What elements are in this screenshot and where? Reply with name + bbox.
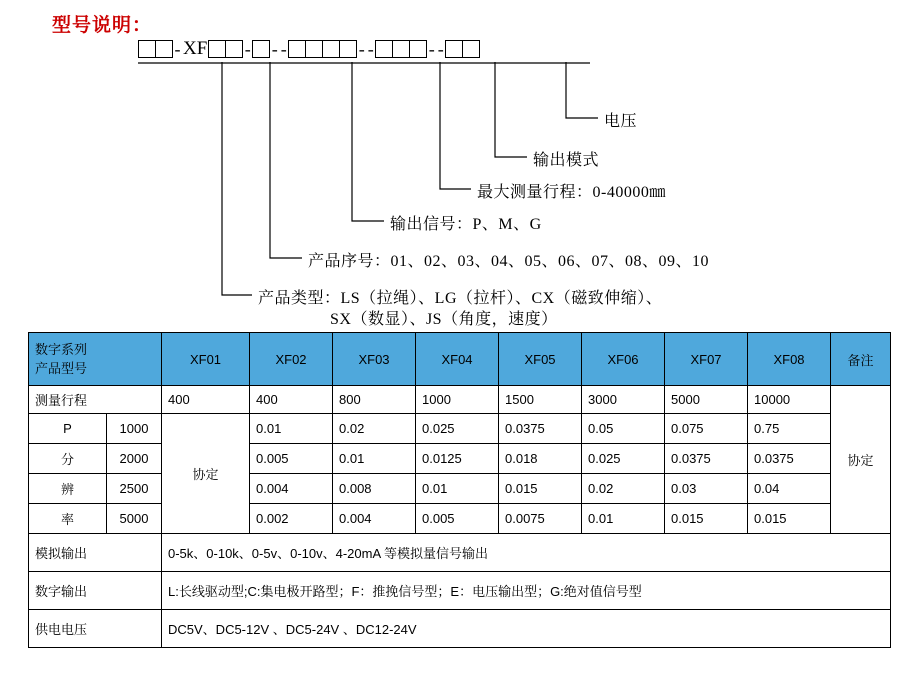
header-cell-xf06: XF06 [582,333,665,386]
res-2500-xf06: 0.02 [582,474,665,504]
header-cell-xf04: XF04 [416,333,499,386]
header-cell-xf03: XF03 [333,333,416,386]
res-2000-xf05: 0.018 [499,444,582,474]
code-box [322,40,340,58]
resolution-count-5000: 5000 [107,504,162,534]
code-dash: - [358,39,365,59]
res-5000-xf07: 0.015 [665,504,748,534]
code-dash: - [367,39,374,59]
res-2500-xf08: 0.04 [748,474,831,504]
table-row-digital-output [29,572,891,610]
code-box [252,40,270,58]
table-header-row [29,333,891,386]
res-1000-xf06: 0.05 [582,414,665,444]
header-cell-xf02: XF02 [250,333,333,386]
header-cell-remark: 备注 [831,333,891,386]
table-row-resolution-2500 [29,474,891,504]
code-group-voltage [445,40,480,58]
range-xf08: 10000 [748,386,831,414]
callout-max-range: 最大测量行程：0-40000㎜ [477,184,666,201]
code-box [138,40,156,58]
row-label-analog-output: 模拟输出 [29,534,162,572]
res-5000-xf05: 0.0075 [499,504,582,534]
code-text-xf: XF [183,38,208,59]
code-dash: - [271,39,278,59]
page-title: 型号说明： [52,15,153,36]
header-cell-xf08: XF08 [748,333,831,386]
callout-product-type-line1: 产品类型：LS（拉绳）、LG（拉杆）、CX（磁致伸缩）、 [258,290,663,307]
code-group-output-mode [375,40,427,58]
table-row-range [29,386,891,414]
code-group-product-type [138,40,173,58]
res-5000-xf08: 0.015 [748,504,831,534]
resolution-label-char-lv: 率 [29,504,107,534]
range-xf03: 800 [333,386,416,414]
code-dash: - [428,39,435,59]
resolution-label-char-bian: 辨 [29,474,107,504]
header-cell-product-model [29,333,162,386]
code-box [445,40,463,58]
res-2500-xf03: 0.008 [333,474,416,504]
header-line-1: 数字系列 [35,341,88,357]
remark-xieding: 协定 [831,386,891,534]
range-xf06: 3000 [582,386,665,414]
code-box [409,40,427,58]
code-dash: - [244,39,251,59]
resolution-label-char-fen: 分 [29,444,107,474]
resolution-xf01-xieding: 协定 [162,414,250,534]
resolution-count-1000: 1000 [107,414,162,444]
code-box [339,40,357,58]
code-box [225,40,243,58]
code-box [375,40,393,58]
res-2000-xf02: 0.005 [250,444,333,474]
row-label-digital-output: 数字输出 [29,572,162,610]
header-line-2: 产品型号 [35,361,88,376]
code-box [155,40,173,58]
callout-output-mode: 输出模式 [533,152,600,169]
res-2500-xf04: 0.01 [416,474,499,504]
code-box [305,40,323,58]
code-group-output-signal [252,40,270,58]
resolution-count-2500: 2500 [107,474,162,504]
spec-table [28,332,891,648]
res-2000-xf03: 0.01 [333,444,416,474]
res-1000-xf04: 0.025 [416,414,499,444]
res-1000-xf08: 0.75 [748,414,831,444]
res-5000-xf04: 0.005 [416,504,499,534]
callout-product-type-line2: SX（数显）、JS（角度，速度） [330,311,558,328]
code-box [462,40,480,58]
res-2500-xf07: 0.03 [665,474,748,504]
analog-output-value: 0-5k、0-10k、0-5v、0-10v、4-20mA 等模拟量信号输出 [162,534,891,572]
res-1000-xf05: 0.0375 [499,414,582,444]
range-xf07: 5000 [665,386,748,414]
res-2000-xf04: 0.0125 [416,444,499,474]
code-box [208,40,226,58]
header-cell-xf07: XF07 [665,333,748,386]
model-code-row [138,40,480,58]
header-cell-xf05: XF05 [499,333,582,386]
range-xf05: 1500 [499,386,582,414]
code-box [392,40,410,58]
digital-output-value: L:长线驱动型;C:集电极开路型；F：推挽信号型；E：电压输出型；G:绝对值信号型 [162,572,891,610]
res-1000-xf07: 0.075 [665,414,748,444]
callout-product-serial: 产品序号：01、02、03、04、05、06、07、08、09、10 [308,253,710,270]
range-xf04: 1000 [416,386,499,414]
res-1000-xf02: 0.01 [250,414,333,444]
code-dash: - [437,39,444,59]
table-row-power-supply [29,610,891,648]
table-row-resolution-2000 [29,444,891,474]
code-box [288,40,306,58]
res-2000-xf06: 0.025 [582,444,665,474]
code-dash: - [280,39,287,59]
power-supply-value: DC5V、DC5-12V 、DC5-24V 、DC12-24V [162,610,891,648]
range-xf01: 400 [162,386,250,414]
table-row-resolution-1000 [29,414,891,444]
res-5000-xf03: 0.004 [333,504,416,534]
table-row-analog-output [29,534,891,572]
res-5000-xf02: 0.002 [250,504,333,534]
resolution-count-2000: 2000 [107,444,162,474]
table-row-resolution-5000 [29,504,891,534]
res-2500-xf02: 0.004 [250,474,333,504]
header-cell-xf01: XF01 [162,333,250,386]
res-2500-xf05: 0.015 [499,474,582,504]
resolution-label-char-p: P [29,414,107,444]
callout-output-signal: 输出信号：P、M、G [390,216,542,233]
code-dash: - [174,39,181,59]
res-1000-xf03: 0.02 [333,414,416,444]
code-group-serial [208,40,243,58]
res-2000-xf07: 0.0375 [665,444,748,474]
res-2000-xf08: 0.0375 [748,444,831,474]
row-label-power-supply: 供电电压 [29,610,162,648]
code-group-max-range [288,40,357,58]
range-xf02: 400 [250,386,333,414]
res-5000-xf06: 0.01 [582,504,665,534]
row-label-range: 测量行程 [29,386,162,414]
callout-voltage: 电压 [604,113,638,130]
